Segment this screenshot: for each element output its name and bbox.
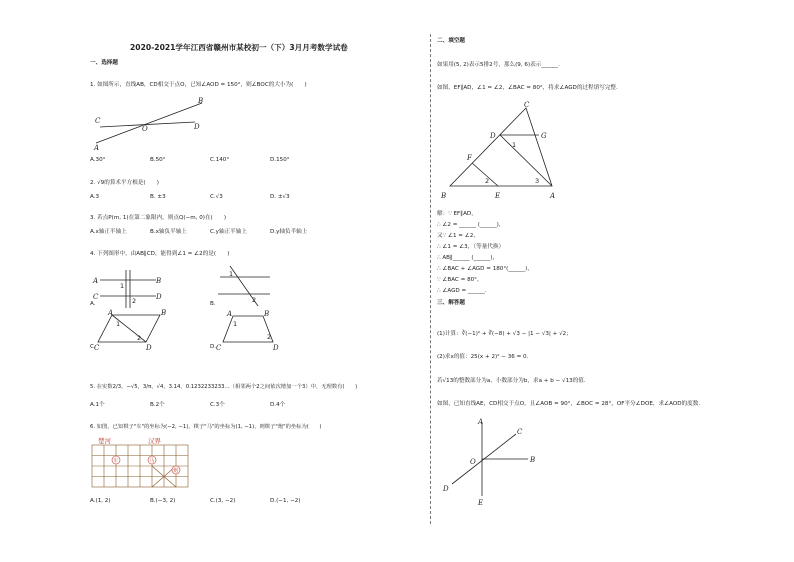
q2-option-b[interactable]: B. ±3 [150, 194, 166, 200]
question-7-stem: 如果用(5, 2)表示5排2号，那么(9, 6)表示______. [437, 62, 560, 68]
q8-label-c: C [524, 101, 530, 109]
q8-triangle-figure [440, 100, 570, 204]
q1-label-c: C [95, 117, 101, 125]
q8-proof-line-2: ∴ ∠2 = ______ (______)， [437, 222, 505, 228]
q8-label-g: G [541, 132, 547, 140]
q4b-angle-1: 1 [229, 270, 234, 278]
q4a-label-a: A [93, 277, 99, 285]
q6-chessboard-figure [90, 437, 190, 489]
q4-figure-c [90, 309, 170, 352]
q6-option-c[interactable]: C.(3, −2) [210, 498, 236, 504]
section-heading-fill: 二、填空题 [437, 38, 465, 44]
q5-option-b[interactable]: B.2个 [150, 402, 165, 408]
q4d-label-c: C [216, 344, 222, 352]
q8-proof-line-5: ∴ AB∥______ (______)， [437, 255, 499, 261]
question-5-stem: 5. 在实数2/3，−√5，3/π，√4，3.14，0.1232233233…（相邻两个2之间依次增加一个3）中，无理数有( ) [90, 384, 358, 390]
q1-label-a: A [94, 144, 100, 152]
q4c-label-b: B [161, 309, 167, 317]
question-8-stem: 如图，EF∥AD，∠1 = ∠2，∠BAC = 80°，将求∠AGD的过程填写完整. [437, 85, 618, 91]
q2-option-a[interactable]: A.3 [90, 194, 100, 200]
q4-option-a[interactable]: A. [90, 301, 96, 307]
q5-option-d[interactable]: D.4个 [270, 402, 286, 408]
q3-option-c[interactable]: C.y轴正半轴上 [210, 229, 247, 235]
q6-option-a[interactable]: A.(1, 2) [90, 498, 111, 504]
question-10-stem: (2)求x的值：25(x + 2)² − 36 = 0. [437, 354, 529, 360]
q4-option-d[interactable]: D. [210, 344, 217, 350]
q1-label-b: B [198, 97, 204, 105]
page-title: 2020-2021学年江西省赣州市某校初一（下）3月月考数学试卷 [130, 43, 348, 52]
q8-angle-2: 2 [485, 177, 490, 185]
q12-label-b: B [530, 456, 536, 464]
q4d-angle-2: 2 [267, 333, 272, 341]
q8-proof-line-6: ∴ ∠BAC + ∠AGD = 180°(______)， [437, 266, 533, 272]
q1-option-c[interactable]: C.140° [210, 157, 230, 163]
q4-figure-d [215, 310, 285, 352]
question-4-stem: 4. 下列图形中，由AB∥CD，能得到∠1 = ∠2的是( ) [90, 251, 230, 257]
q4c-label-a: A [108, 309, 114, 317]
q4c-label-c: C [94, 344, 100, 352]
question-3-stem: 3. 若点P(m, 1)在第二象限内，则点Q(−m, 0)在( ) [90, 215, 227, 221]
section-heading-choice: 一、选择题 [90, 60, 118, 66]
q4a-angle-1: 1 [120, 282, 125, 290]
q6-han-border-label: 汉界 [148, 437, 161, 445]
q8-label-e: E [495, 192, 501, 200]
q12-label-a: A [478, 418, 484, 426]
q1-option-b[interactable]: B.50° [150, 157, 166, 163]
q4-option-b[interactable]: B. [210, 301, 216, 307]
q1-option-d[interactable]: D.150° [270, 157, 290, 163]
q4-figure-b [210, 264, 280, 308]
column-divider [430, 34, 431, 524]
q6-piece-pao-label: 炮 [173, 468, 179, 475]
q12-label-e: E [478, 499, 484, 507]
q6-option-b[interactable]: B.(−3, 2) [150, 498, 176, 504]
q6-piece-che-label: 车 [113, 458, 119, 465]
q12-label-o: O [470, 458, 476, 466]
q3-option-b[interactable]: B.x轴负半轴上 [150, 229, 187, 235]
q8-proof-line-3: 又∵ ∠1 = ∠2， [437, 233, 479, 239]
q6-chu-river-label: 楚河 [98, 437, 111, 445]
q8-proof-line-1: 解：∵ EF∥AD， [437, 211, 477, 217]
q4a-label-d: D [156, 293, 162, 301]
question-9-stem: (1)计算：∛(−1)² + ∛(−8) + √3 − |1 − √3| + √2； [437, 331, 572, 337]
q3-option-a[interactable]: A.x轴正半轴上 [90, 229, 127, 235]
q8-angle-1: 1 [512, 141, 517, 149]
q2-option-c[interactable]: C.√3 [210, 194, 223, 200]
q8-label-a: A [550, 192, 556, 200]
q1-option-a[interactable]: A.30° [90, 157, 106, 163]
q8-angle-3: 3 [535, 177, 540, 185]
q1-label-d: D [194, 123, 200, 131]
q8-proof-line-8: ∴ ∠AGD = ______. [437, 288, 487, 294]
question-12-stem: 如图，已知直线AE，CD相交于点O，且∠AOB = 90°，∠BOC = 28°，OF平分∠DOE，求∠AOD的度数. [437, 401, 701, 407]
q4c-angle-2: 2 [137, 334, 142, 342]
q8-label-b: B [441, 192, 447, 200]
section-heading-solve: 三、解答题 [437, 300, 465, 306]
q3-option-d[interactable]: D.y轴负半轴上 [270, 229, 308, 235]
q4c-label-d: D [146, 344, 152, 352]
q5-option-a[interactable]: A.1个 [90, 402, 105, 408]
q4d-label-a: A [227, 310, 233, 318]
q4a-label-b: B [156, 277, 162, 285]
q4-figure-a [90, 266, 162, 312]
q4c-angle-1: 1 [116, 320, 121, 328]
question-1-stem: 1. 如图所示，直线AB，CD相交于点O，已知∠AOD = 150°，则∠BOC的大小为( ) [90, 82, 307, 88]
q1-label-o: O [142, 125, 148, 133]
question-6-stem: 6. 如图，已知棋子"车"的坐标为(−2, −1)，棋子"马"的坐标为(1, −1)，则棋子"炮"的坐标为( ) [90, 424, 322, 430]
q8-label-d: D [490, 132, 496, 140]
q6-piece-ma-label: 马 [149, 458, 155, 465]
q4a-label-c: C [93, 293, 99, 301]
q4d-angle-1: 1 [233, 320, 238, 328]
q12-lines-figure [440, 414, 550, 506]
q8-proof-line-7: ∵ ∠BAC = 80°， [437, 277, 483, 283]
question-11-stem: 若√13的整数部分为a，小数部分为b，求a + b − √13的值. [437, 378, 586, 384]
q4a-angle-2: 2 [132, 297, 137, 305]
q8-label-f: F [467, 154, 472, 162]
question-2-stem: 2. √9的算术平方根是( ) [90, 180, 159, 186]
q4-option-c[interactable]: C. [90, 344, 96, 350]
q4d-label-d: D [273, 344, 279, 352]
q4b-angle-2: 2 [252, 296, 257, 304]
q12-label-d: D [443, 485, 449, 493]
q2-option-d[interactable]: D. ±√3 [270, 194, 290, 200]
q8-proof-line-4: ∴ ∠1 = ∠3，（等量代换） [437, 244, 505, 250]
q1-intersecting-lines-figure [90, 95, 220, 150]
q5-option-c[interactable]: C.3个 [210, 402, 225, 408]
q6-option-d[interactable]: D.(−1, −2) [270, 498, 301, 504]
q12-label-c: C [517, 428, 523, 436]
q4d-label-b: B [264, 310, 270, 318]
